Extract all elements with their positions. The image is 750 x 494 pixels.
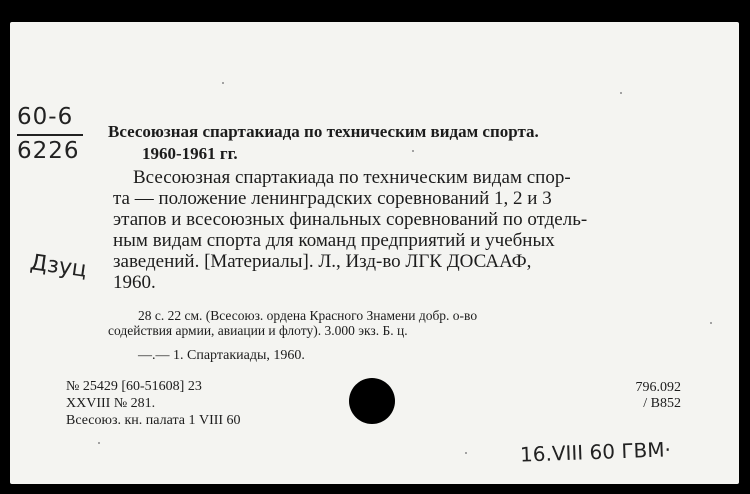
card-heading: Всесоюзная спартакиада по техническим видам спорта. (108, 122, 539, 141)
series-number: XXVIII № 281. (66, 396, 156, 411)
speck (412, 150, 414, 152)
description-line: та — положение ленинградских соревнований 1, 2 и 3 (113, 188, 552, 209)
registration-number: № 25429 [60-51608] 23 (66, 379, 202, 394)
catalog-card (10, 22, 739, 484)
speck (465, 452, 467, 454)
subject-tracing: —.— 1. Спартакиады, 1960. (138, 348, 305, 363)
speck (98, 442, 100, 444)
description-line: заведений. [Материалы]. Л., Изд-во ЛГК ДОСААФ, (113, 251, 532, 272)
handwritten-margin-note: Дзуц (28, 250, 89, 283)
description-line: 1960. (113, 272, 156, 293)
punch-hole (349, 378, 395, 424)
call-number-bottom: 6226 (17, 138, 80, 164)
description-line: этапов и всесоюзных финальных соревнований по отдель- (113, 209, 588, 230)
speck (620, 92, 622, 94)
speck (710, 322, 712, 324)
description-block (113, 167, 683, 293)
classification-code: / В852 (643, 396, 681, 411)
chamber-imprint: Всесоюз. кн. палата 1 VIII 60 (66, 413, 241, 428)
speck (222, 82, 224, 84)
classification-number: 796.092 (635, 380, 681, 395)
collation-line: 28 с. 22 см. (Всесоюз. ордена Красного Знамени добр. о-во (138, 308, 478, 323)
collation-line: содействия армии, авиации и флоту). 3.000 экз. Б. ц. (108, 323, 408, 338)
description-line: Всесоюзная спартакиада по техническим видам спор- (133, 167, 571, 188)
call-number-top: 60-6 (17, 104, 74, 130)
handwritten-date: 16.VIII 60 ГВМ· (519, 437, 672, 467)
card-heading-years: 1960-1961 гг. (142, 144, 238, 163)
description-line: ным видам спорта для команд предприятий и учебных (113, 230, 555, 251)
call-number-divider (17, 134, 83, 136)
